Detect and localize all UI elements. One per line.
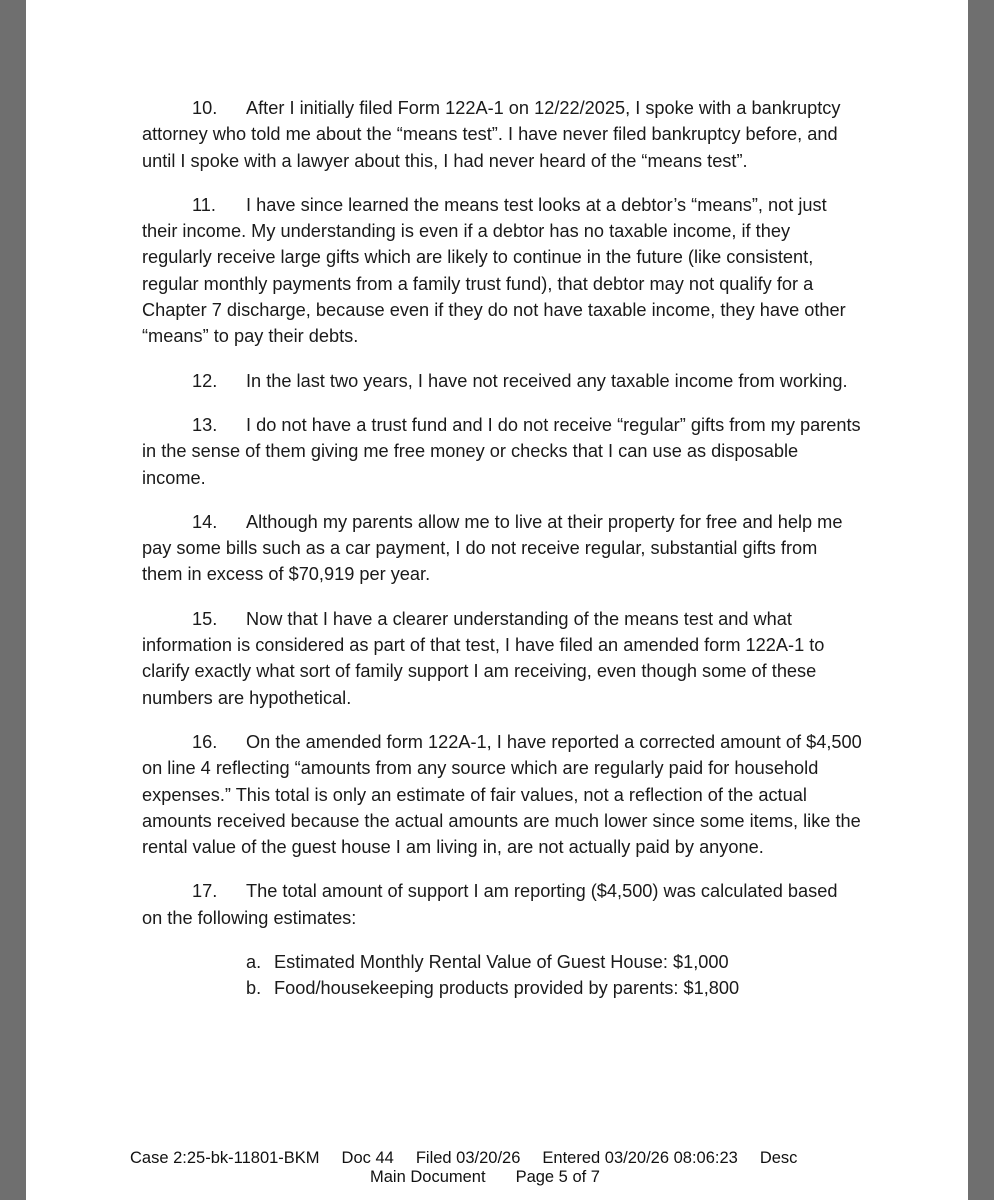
doc-number: Doc 44 [341,1149,394,1167]
list-item [246,949,862,975]
document-body [142,95,862,1002]
case-number: Case 2:25-bk-11801-BKM [130,1149,320,1167]
paragraph-text: After I initially filed Form 122A-1 on 12/22/2025, I spoke with a bankruptcy attorney who told me about the “means test”. I have never filed bankruptcy before, and until I spoke with a lawyer about this, I had never heard of the “means test”. [142,98,841,171]
footer-line-2 [370,1167,600,1187]
paragraph-number: 11. [192,194,216,215]
paragraph-text: I have since learned the means test looks at a debtor’s “means”, not just their income. My understanding is even if a debtor has no taxable income, if they regularly receive large gifts which are likely to continue in the future (like consistent, regular monthly payments from a family trust fund), that debtor may not qualify for a Chapter 7 discharge, because even if they do not have taxable income, they have other “means” to pay their debts. [142,194,846,347]
filed-date: Filed 03/20/26 [415,1149,521,1167]
list-item-text: Food/housekeeping products provided by parents: $1,800 [274,978,740,999]
entered-date: Entered 03/20/26 08:06:23 [542,1149,738,1167]
desc-label: Desc [759,1149,798,1167]
paragraph-number: 17. [192,881,218,902]
paragraph-number: 14. [192,511,218,532]
paragraph-text: Now that I have a clearer understanding of the means test and what information is considered as part of that test, I have filed an amended form 122A-1 to clarify exactly what sort of family support I am receiving, even though some of these numbers are hypothetical. [142,608,825,708]
paragraph-16 [142,729,862,860]
paragraph-13 [142,412,862,491]
paragraph-number: 15. [192,608,218,629]
document-page [26,0,968,1200]
paragraph-text: Although my parents allow me to live at their property for free and help me pay some bills such as a car payment, I do not receive regular, substantial gifts from them in excess of $70,919 per year. [142,511,843,585]
paragraph-17 [142,878,862,931]
paragraph-text: In the last two years, I have not received any taxable income from working. [246,370,848,391]
paragraph-number: 16. [192,731,218,752]
list-marker: b. [246,978,262,999]
list-marker: a. [246,952,262,973]
paragraph-10 [142,95,862,174]
paragraph-11 [142,192,862,350]
paragraph-12 [142,368,862,394]
paragraph-text: The total amount of support I am reporting ($4,500) was calculated based on the following estimates: [142,881,838,928]
paragraph-number: 13. [192,414,218,435]
list-item [246,975,862,1001]
paragraph-number: 10. [192,98,218,118]
main-document-label: Main Document [370,1168,486,1186]
list-item-text: Estimated Monthly Rental Value of Guest House: $1,000 [274,952,729,973]
footer-line-1 [130,1148,797,1168]
page-indicator: Page 5 of 7 [515,1168,600,1186]
paragraph-text: I do not have a trust fund and I do not receive “regular” gifts from my parents in the sense of them giving me free money or checks that I can use as disposable income. [142,414,861,488]
paragraph-14 [142,509,862,588]
paragraph-15 [142,606,862,711]
estimates-list [142,949,862,1002]
paragraph-text: On the amended form 122A-1, I have reported a corrected amount of $4,500 on line 4 reflecting “amounts from any source which are regularly paid for household expenses.” This total is only an estimate of fair values, not a reflection of the actual amounts received because the actual amounts are much lower since some items, like the rental value of the guest house I am living in, are not actually paid by anyone. [142,731,862,858]
paragraph-number: 12. [192,370,218,391]
